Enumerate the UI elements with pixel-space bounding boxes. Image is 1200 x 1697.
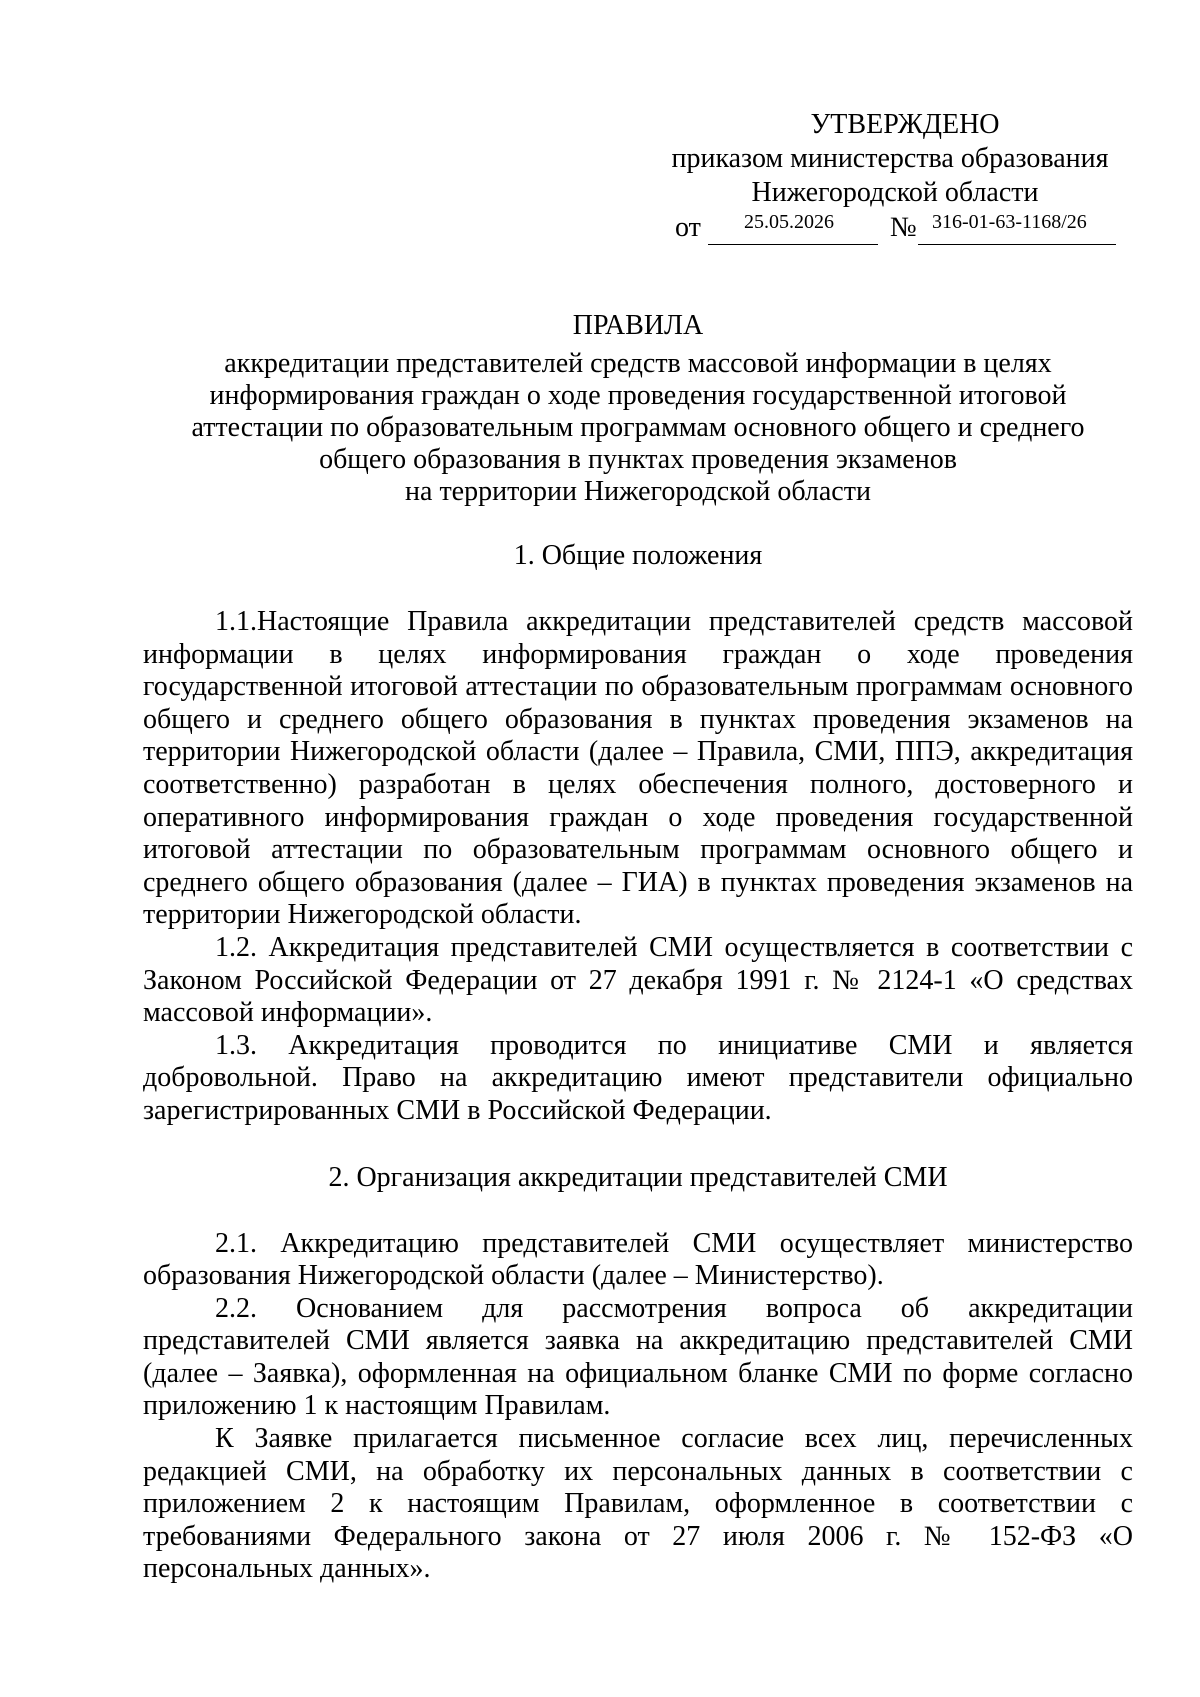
paragraph: 2.1. Аккредитацию представителей СМИ осуществляет министерство образования Нижегородской области (далее – Министерство). <box>143 1227 1133 1292</box>
order-date-label: от <box>675 212 701 243</box>
approval-status: УТВЕРЖДЕНО <box>810 109 1000 140</box>
approval-block <box>660 108 1120 210</box>
approval-order-text: приказом министерства образования <box>671 143 1109 174</box>
paragraph: 1.2. Аккредитация представителей СМИ осуществляется в соответствии с Законом Российской Федерации от 27 декабря 1991 г. № 2124-1 «О средствах массовой информации». <box>143 931 1133 1029</box>
approval-region: Нижегородской области <box>751 177 1039 208</box>
subtitle-line: аккредитации представителей средств массовой информации в целях <box>224 348 1052 379</box>
section-heading: 2. Организация аккредитации представителей СМИ <box>328 1161 948 1193</box>
subtitle-line: на территории Нижегородской области <box>405 476 871 507</box>
subtitle-line: информирования граждан о ходе проведения государственной итоговой <box>209 380 1067 411</box>
document-title-block <box>143 310 1133 508</box>
order-number-label: № <box>890 212 917 243</box>
section-heading: 1. Общие положения <box>513 540 763 571</box>
subtitle-line: общего образования в пунктах проведения экзаменов <box>319 444 957 475</box>
order-date-value: 25.05.2026 <box>744 211 834 233</box>
paragraph: К Заявке прилагается письменное согласие всех лиц, перечисленных редакцией СМИ, на обработку их персональных данных в соответствии с приложением 2 к настоящим Правилам, оформленное в соответствии с требованиями Федерального закона от 27 июля 2006 г. № 152-ФЗ «О персональных данных». <box>143 1423 1133 1585</box>
document-title: ПРАВИЛА <box>572 310 704 341</box>
document-body <box>143 540 1133 1586</box>
paragraph: 1.1.Настоящие Правила аккредитации представителей средств массовой информации в целях информирования граждан о ходе проведения государственной итоговой аттестации по образовательным программам основного общего и среднего общего образования в пунктах проведения экзаменов на территории Нижегородской области (далее – Правила, СМИ, ППЭ, аккредитация соответственно) разработан в целях обеспечения полного, достоверного и оперативного информирования граждан о ходе проведения государственной итоговой аттестации по образовательным программам основного общего и среднего общего образования (далее – ГИА) в пунктах проведения экзаменов на территории Нижегородской области. <box>143 606 1133 931</box>
order-number-underline <box>918 244 1116 245</box>
paragraph: 2.2. Основанием для рассмотрения вопроса об аккредитации представителей СМИ является заявка на аккредитацию представителей СМИ (далее – Заявка), оформленная на официальном бланке СМИ по форме согласно приложению 1 к настоящим Правилам. <box>143 1292 1133 1422</box>
paragraph: 1.3. Аккредитация проводится по инициативе СМИ и является добровольной. Право на аккредитацию имеют представители официально зарегистрированных СМИ в Российской Федерации. <box>143 1029 1133 1126</box>
document-subtitle <box>143 348 1133 508</box>
order-number-value: 316-01-63-1168/26 <box>932 211 1087 233</box>
order-date-underline <box>708 244 878 245</box>
subtitle-line: аттестации по образовательным программам основного общего и среднего <box>191 412 1085 443</box>
